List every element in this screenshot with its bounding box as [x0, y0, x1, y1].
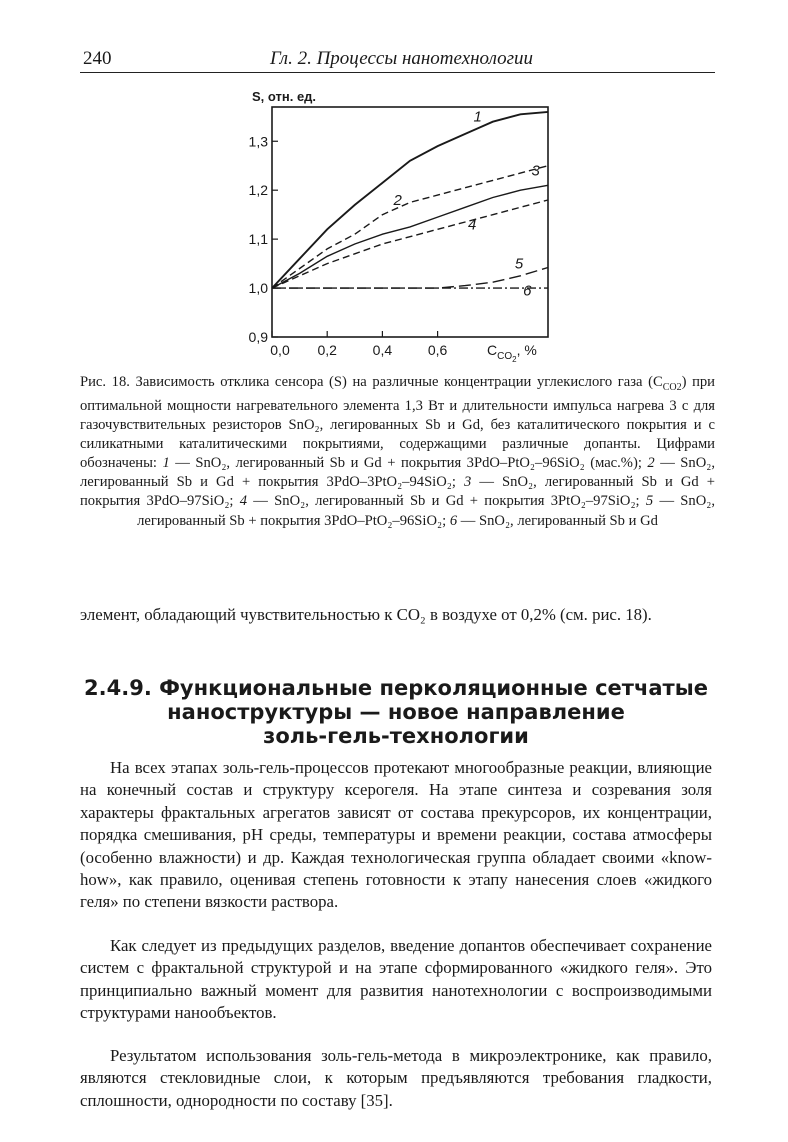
- series-label-3: 3: [531, 162, 540, 180]
- caption-num-3: 3: [464, 474, 472, 491]
- caption-num-6: 6: [449, 512, 458, 529]
- caption-gas-subscript: CO2: [662, 381, 682, 393]
- series-line-1: [272, 112, 548, 288]
- body-paragraph-1: На всех этапах золь-гель-процессов протекают многообразные реакции, влияющие на конечный состав и структуру ксерогеля. На этапе синтеза и созревания золя характеры фрактальных агрегатов зависят от состава прекурсоров, их концентрации, порядка смешивания, pH среды, температуры и времени реакции, состава атмосферы (особенно влажности) и др. Каждая технологическая группа обладает своими «know-how», как правило, оценивая степень готовности к этапу нанесения слоев «жидкого геля» по степени вязкости раствора.: [80, 758, 712, 912]
- caption-item-1: — SnO₂, легированный Sb и Gd + покрытия 3PdO–PtO₂–96SiO₂ (мас.%);: [169, 455, 648, 472]
- caption-num-5: 5: [645, 493, 654, 510]
- y-tick-label: 0,9: [248, 329, 268, 345]
- y-tick-label: 1,2: [248, 182, 268, 199]
- plot-frame: [272, 107, 548, 337]
- y-tick-label: 1,1: [248, 231, 268, 248]
- caption-item-3: — SnO₂, легированный Sb и Gd + покрытия 3PdO–97SiO₂;: [80, 474, 715, 510]
- x-tick-label: 0,6: [427, 342, 448, 358]
- x-axis-label: $C_{CO2}$, %: [487, 342, 537, 364]
- series-line-5: [272, 268, 548, 289]
- figure-18-chart: [200, 85, 600, 365]
- figure-caption: [80, 373, 715, 531]
- y-axis-label: S, отн. ед.: [252, 89, 317, 104]
- caption-text-2: ) при оптимальной мощности нагревательного элемента 1,3 Вт и длительности импульса нагрева 3 с для газочувствительных резисторов SnO₂, легированных Sb и Gd, без каталитического покрытия и с силикатными каталитическими покрытиями, содержащими различные допанты. Цифрами обозначены:: [80, 374, 715, 472]
- series-label-5: 5: [514, 255, 524, 273]
- series-label-2: 2: [393, 191, 402, 209]
- y-tick-label: 1,3: [248, 133, 268, 150]
- running-head: Гл. 2. Процессы нанотехнологии: [270, 48, 534, 69]
- x-tick-label: 0,2: [317, 342, 337, 358]
- y-tick-label: 1,0: [248, 280, 268, 297]
- series-label-1: 1: [473, 108, 482, 126]
- header-rule: [80, 72, 715, 73]
- caption-text: Зависимость отклика сенсора (S) на различные концентрации углекислого газа (C: [129, 374, 663, 390]
- caption-num-2: 2: [647, 455, 655, 472]
- series-label-4: 4: [467, 216, 477, 234]
- caption-num-4: 4: [239, 493, 248, 510]
- x-tick-label: 0,0: [270, 342, 290, 358]
- body-paragraph-3: Результатом использования золь-гель-метода в микроэлектронике, как правило, являются стекловидные слои, к которым предъявляются требования гладкости, сплошности, однородности по составу [35].: [80, 1046, 712, 1110]
- section-heading-line-3: золь-гель-технологии: [263, 724, 529, 748]
- caption-item-6: — SnO₂, легированный Sb и Gd: [457, 512, 658, 529]
- body-paragraph-2: Как следует из предыдущих разделов, введение допантов обеспечивает сохранение систем с фрактальной структурой и на этапе сформированного «жидкого геля». Это принципиально важный момент для развития нанотехнологии с воспроизводимыми структурами нанообъектов.: [80, 936, 712, 1023]
- caption-num-1: 1: [162, 455, 170, 472]
- caption-item-4: — SnO₂, легированный Sb и Gd + покрытия 3PtO₂–97SiO₂;: [247, 493, 646, 510]
- page-number: 240: [83, 48, 112, 69]
- section-heading-line-1: 2.4.9. Функциональные перколяционные сетчатые: [84, 676, 708, 700]
- x-tick-label: 0,4: [372, 342, 393, 358]
- figure-label: Рис. 18.: [80, 374, 130, 390]
- series-label-6: 6: [523, 282, 532, 300]
- section-heading-line-2: наноструктуры — новое направление: [167, 700, 625, 724]
- continuation-paragraph: элемент, обладающий чувствительностью к CO₂ в воздухе от 0,2% (см. рис. 18).: [80, 605, 652, 624]
- section-heading: [80, 676, 712, 748]
- caption-item-2: — SnO₂, легированный Sb и Gd + покрытия 3PdO–3PtO₂–94SiO₂;: [80, 455, 715, 491]
- caption-item-5: — SnO₂, легированный Sb + покрытия 3PdO–PtO₂–96SiO₂;: [137, 493, 715, 529]
